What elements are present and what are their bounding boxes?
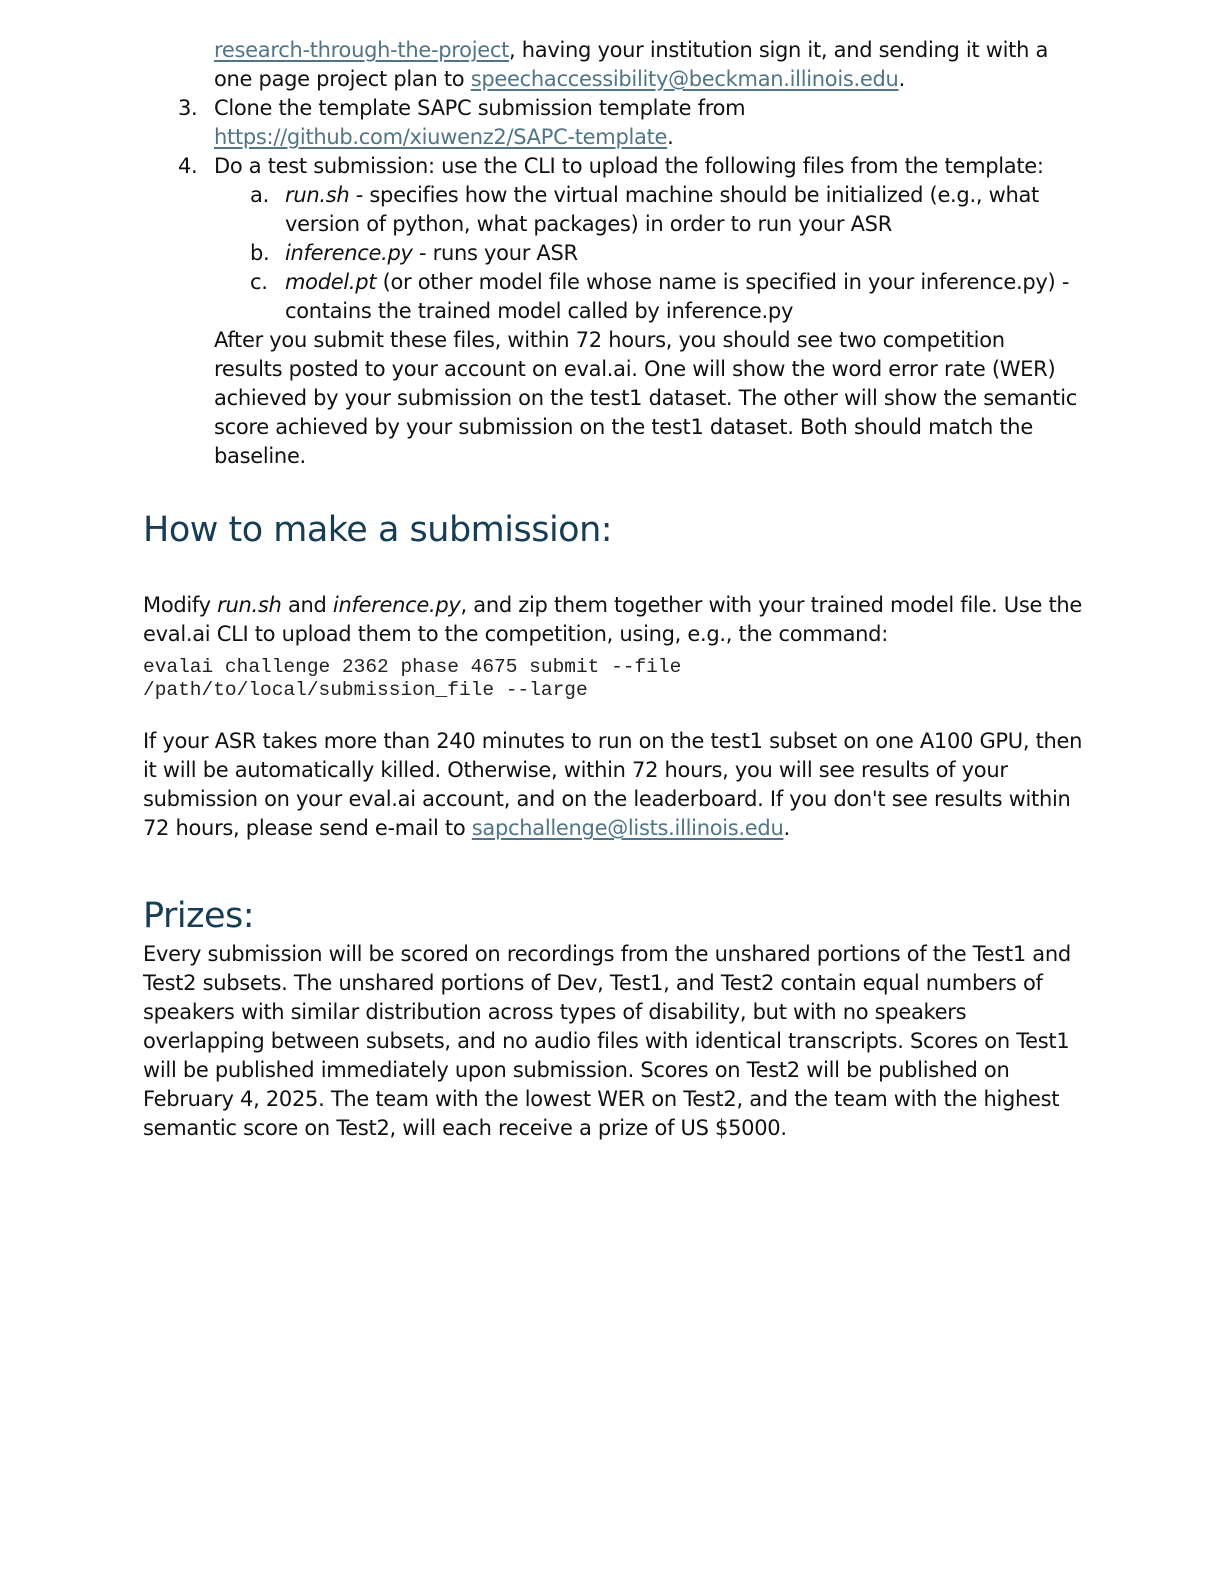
submission-intro-line-2: eval.ai CLI to upload them to the competition, using, e.g., the command: <box>143 622 888 646</box>
prizes-line-1: Every submission will be scored on recordings from the unshared portions of the Test1 and <box>143 942 1071 966</box>
sublist-letter-a: a. <box>250 183 269 207</box>
inference-py-filename: inference.py <box>285 241 413 265</box>
sublist-item-c: model.pt (or other model file whose name is specified in your inference.py) - <box>285 270 1070 294</box>
sublist-item-a-line-2: version of python, what packages) in order to run your ASR <box>285 212 893 236</box>
cli-command-line-1: evalai challenge 2362 phase 4675 submit --file <box>143 656 682 678</box>
cli-command-line-2: /path/to/local/submission_file --large <box>143 679 588 701</box>
list-item-2-line-2: one page project plan to speechaccessibility@beckman.illinois.edu. <box>214 67 905 91</box>
after-submit-line-3: achieved by your submission on the test1 dataset. The other will show the semantic <box>214 386 1077 410</box>
runtime-para-line-2: it will be automatically killed. Otherwise, within 72 hours, you will see results of your <box>143 758 1008 782</box>
research-project-link[interactable]: research-through-the-project <box>214 38 510 62</box>
prizes-heading: Prizes: <box>143 896 255 936</box>
prizes-line-6: February 4, 2025. The team with the lowest WER on Test2, and the team with the highest <box>143 1087 1060 1111</box>
prizes-line-2: Test2 subsets. The unshared portions of Dev, Test1, and Test2 contain equal numbers of <box>143 971 1043 995</box>
after-submit-line-4: score achieved by your submission on the test1 dataset. Both should match the <box>214 415 1033 439</box>
run-sh-filename: run.sh <box>217 593 282 617</box>
list-item-4-text: Do a test submission: use the CLI to upload the following files from the template: <box>214 154 1044 178</box>
inference-py-filename: inference.py <box>332 593 461 617</box>
list-item-3-line-2: https://github.com/xiuwenz2/SAPC-template. <box>214 125 674 149</box>
runtime-para-line-3: submission on your eval.ai account, and on the leaderboard. If you don't see results within <box>143 787 1071 811</box>
sublist-item-b: inference.py - runs your ASR <box>285 241 578 265</box>
prizes-line-7: semantic score on Test2, will each receive a prize of US $5000. <box>143 1116 787 1140</box>
prizes-line-4: overlapping between subsets, and no audio files with identical transcripts. Scores on Test1 <box>143 1029 1070 1053</box>
after-submit-line-2: results posted to your account on eval.ai. One will show the word error rate (WER) <box>214 357 1056 381</box>
prizes-line-5: will be published immediately upon submission. Scores on Test2 will be published on <box>143 1058 1010 1082</box>
list-item-2-continuation <box>214 36 1048 65</box>
list-item-2-text: , having your institution sign it, and sending it with a <box>509 38 1049 62</box>
sapchallenge-email-link[interactable]: sapchallenge@lists.illinois.edu <box>471 816 784 840</box>
sublist-item-a: run.sh - specifies how the virtual machine should be initialized (e.g., what <box>285 183 1039 207</box>
submission-heading: How to make a submission: <box>143 510 613 550</box>
prizes-line-3: speakers with similar distribution across types of disability, but with no speakers <box>143 1000 967 1024</box>
run-sh-filename: run.sh <box>285 183 350 207</box>
sublist-letter-b: b. <box>250 241 270 265</box>
sublist-letter-c: c. <box>250 270 268 294</box>
after-submit-line-1: After you submit these files, within 72 hours, you should see two competition <box>214 328 1005 352</box>
list-number-3: 3. <box>178 96 198 120</box>
speech-accessibility-email-link[interactable]: speechaccessibility@beckman.illinois.edu <box>470 67 899 91</box>
after-submit-line-5: baseline. <box>214 444 306 468</box>
list-number-4: 4. <box>178 154 198 178</box>
list-item-3-text: Clone the template SAPC submission template from <box>214 96 746 120</box>
submission-intro-line-1: Modify run.sh and inference.py, and zip them together with your trained model file. Use the <box>143 593 1083 617</box>
github-template-link[interactable]: https://github.com/xiuwenz2/SAPC-template <box>214 125 668 149</box>
sublist-item-c-line-2: contains the trained model called by inference.py <box>285 299 794 323</box>
runtime-para-line-4: 72 hours, please send e-mail to sapchallenge@lists.illinois.edu. <box>143 816 790 840</box>
model-pt-filename: model.pt <box>285 270 377 294</box>
runtime-para-line-1: If your ASR takes more than 240 minutes to run on the test1 subset on one A100 GPU, then <box>143 729 1083 753</box>
